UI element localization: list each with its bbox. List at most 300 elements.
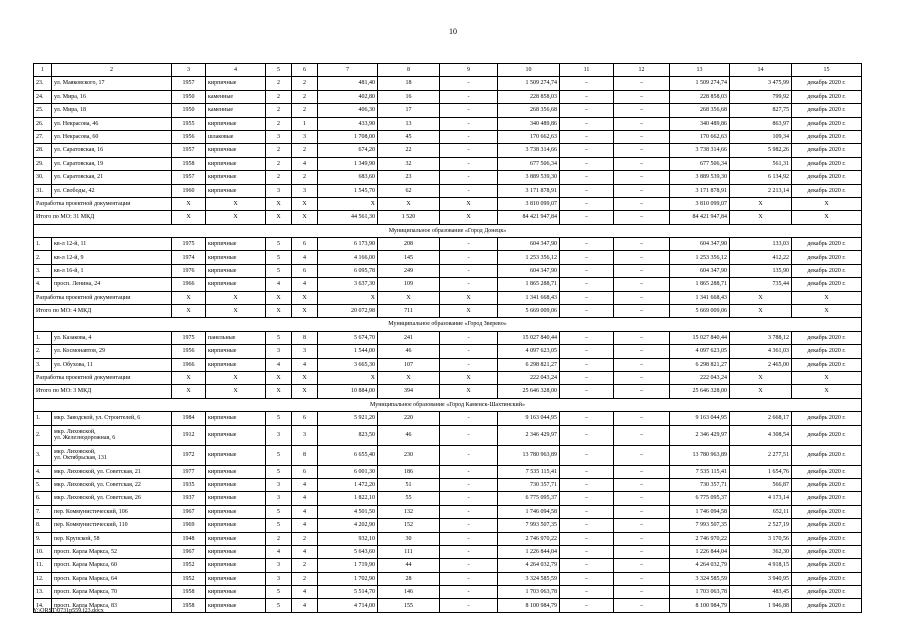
row-number: 3. — [34, 358, 52, 371]
col-13-cost: 7 993 507,35 — [670, 519, 730, 532]
page-number: 10 — [449, 27, 457, 36]
entrances: 6 — [292, 264, 318, 277]
total-cell: 1 520 — [378, 211, 440, 224]
total-cell: X — [378, 197, 440, 210]
total-cost: 4 097 623,05 — [498, 345, 560, 358]
col-11-value: – — [560, 358, 614, 371]
completion-date: декабрь 2020 г. — [792, 104, 862, 117]
table-row — [34, 251, 862, 264]
total-cell: X — [792, 291, 862, 304]
total-area: 823,50 — [318, 425, 378, 445]
residents: 46 — [378, 425, 440, 445]
floors: 5 — [266, 251, 292, 264]
unit-cost: 827,75 — [730, 104, 792, 117]
row-number: 31. — [34, 184, 52, 197]
total-cost: 730 357,71 — [498, 478, 560, 491]
total-cell: – — [560, 371, 614, 384]
row-number: 4. — [34, 278, 52, 291]
col-12-value: – — [614, 599, 670, 612]
entrances: 2 — [292, 144, 318, 157]
col-11-value: – — [560, 157, 614, 170]
residents: 109 — [378, 278, 440, 291]
completion-date: декабрь 2020 г. — [792, 144, 862, 157]
entrances: 4 — [292, 157, 318, 170]
col-13-cost: 1 226 844,04 — [670, 545, 730, 558]
total-cost: 1 226 844,04 — [498, 545, 560, 558]
total-cell: 394 — [378, 385, 440, 398]
floors: 5 — [266, 331, 292, 344]
col-9-value: - — [440, 117, 498, 130]
entrances: 8 — [292, 445, 318, 465]
floors: 5 — [266, 445, 292, 465]
wall-material: кирпичные — [206, 572, 266, 585]
address: ул. Саратовская, 21 — [52, 171, 172, 184]
col-9-value: - — [440, 130, 498, 143]
total-area: 1 708,00 — [318, 130, 378, 143]
unit-cost: 6 134,92 — [730, 171, 792, 184]
total-area: 5 643,60 — [318, 545, 378, 558]
col-11-value: – — [560, 345, 614, 358]
floors: 2 — [266, 104, 292, 117]
col-13-cost: 170 662,63 — [670, 130, 730, 143]
col-9-value: - — [440, 104, 498, 117]
total-cell: X — [206, 371, 266, 384]
housing-repair-table — [33, 63, 862, 613]
col-9-value: - — [440, 278, 498, 291]
year-built: 1952 — [172, 559, 206, 572]
year-built: 1957 — [172, 144, 206, 157]
residents: 13 — [378, 117, 440, 130]
floors: 3 — [266, 425, 292, 445]
floors: 2 — [266, 90, 292, 103]
total-cell: 5 669 009,06 — [670, 305, 730, 318]
total-cost: 7 993 507,35 — [498, 519, 560, 532]
col-13-cost: 677 506,34 — [670, 157, 730, 170]
residents: 23 — [378, 171, 440, 184]
entrances: 6 — [292, 238, 318, 251]
year-built: 1969 — [172, 519, 206, 532]
col-11-value: – — [560, 572, 614, 585]
col-12-value: – — [614, 238, 670, 251]
total-cell: X — [206, 305, 266, 318]
total-cost: 2 346 429,97 — [498, 425, 560, 445]
address: мкр. Лиховской, ул. Советская, 21 — [52, 465, 172, 478]
wall-material: кирпичные — [206, 77, 266, 90]
col-9-value: - — [440, 144, 498, 157]
year-built: 1976 — [172, 264, 206, 277]
column-number: 6 — [292, 64, 318, 77]
table-row — [34, 505, 862, 518]
col-12-value: – — [614, 358, 670, 371]
total-row — [34, 291, 862, 304]
completion-date: декабрь 2020 г. — [792, 331, 862, 344]
year-built: 1966 — [172, 278, 206, 291]
table-row — [34, 184, 862, 197]
completion-date: декабрь 2020 г. — [792, 157, 862, 170]
year-built: 1937 — [172, 492, 206, 505]
wall-material: кирпичные — [206, 532, 266, 545]
row-number: 3. — [34, 445, 52, 465]
col-11-value: – — [560, 519, 614, 532]
unit-cost: 3 475,99 — [730, 77, 792, 90]
col-9-value: - — [440, 345, 498, 358]
col-12-value: – — [614, 77, 670, 90]
column-number-row — [34, 64, 862, 77]
floors: 2 — [266, 532, 292, 545]
residents: 132 — [378, 505, 440, 518]
total-cell: X — [378, 371, 440, 384]
year-built: 1912 — [172, 425, 206, 445]
total-cell: X — [730, 291, 792, 304]
unit-cost: 566,87 — [730, 478, 792, 491]
total-row — [34, 385, 862, 398]
col-9-value: - — [440, 251, 498, 264]
residents: 28 — [378, 572, 440, 585]
total-cell: X — [792, 371, 862, 384]
col-12-value: – — [614, 331, 670, 344]
col-9-value: - — [440, 425, 498, 445]
total-cell: X — [730, 371, 792, 384]
col-11-value: – — [560, 412, 614, 425]
total-cost: 340 489,86 — [498, 117, 560, 130]
year-built: 1960 — [172, 184, 206, 197]
col-11-value: – — [560, 425, 614, 445]
wall-material: кирпичные — [206, 238, 266, 251]
completion-date: декабрь 2020 г. — [792, 251, 862, 264]
total-area: 433,90 — [318, 117, 378, 130]
col-12-value: – — [614, 130, 670, 143]
col-13-cost: 1 253 356,12 — [670, 251, 730, 264]
table-row — [34, 90, 862, 103]
address: просп. Карла Маркса, 60 — [52, 559, 172, 572]
total-cost: 1 746 094,58 — [498, 505, 560, 518]
residents: 55 — [378, 492, 440, 505]
residents: 32 — [378, 157, 440, 170]
row-number: 2. — [34, 345, 52, 358]
year-built: 1975 — [172, 238, 206, 251]
table-row — [34, 445, 862, 465]
total-cell: X — [266, 211, 292, 224]
table-row — [34, 157, 862, 170]
completion-date: декабрь 2020 г. — [792, 492, 862, 505]
entrances: 2 — [292, 77, 318, 90]
residents: 16 — [378, 90, 440, 103]
col-9-value: - — [440, 171, 498, 184]
row-number: 23. — [34, 77, 52, 90]
column-number: 9 — [440, 64, 498, 77]
address: ул. Некрасова, 60 — [52, 130, 172, 143]
address: ул. Саратовская, 16 — [52, 144, 172, 157]
unit-cost: 1 654,76 — [730, 465, 792, 478]
floors: 3 — [266, 492, 292, 505]
residents: 111 — [378, 545, 440, 558]
row-number: 13. — [34, 586, 52, 599]
table-row — [34, 264, 862, 277]
address: пер. Крупской, 58 — [52, 532, 172, 545]
completion-date: декабрь 2020 г. — [792, 77, 862, 90]
table-row — [34, 572, 862, 585]
unit-cost: 3 940,95 — [730, 572, 792, 585]
row-number: 29. — [34, 157, 52, 170]
table-row — [34, 465, 862, 478]
total-cell: – — [560, 385, 614, 398]
total-cell: X — [440, 197, 498, 210]
table-row — [34, 599, 862, 612]
total-cell: X — [172, 371, 206, 384]
year-built: 1967 — [172, 545, 206, 558]
col-12-value: – — [614, 465, 670, 478]
col-9-value: - — [440, 586, 498, 599]
col-12-value: – — [614, 157, 670, 170]
table-row — [34, 144, 862, 157]
row-number: 3. — [34, 264, 52, 277]
wall-material: кирпичные — [206, 545, 266, 558]
wall-material: кирпичные — [206, 599, 266, 612]
unit-cost: 863,97 — [730, 117, 792, 130]
wall-material: кирпичные — [206, 171, 266, 184]
unit-cost: 2 465,00 — [730, 358, 792, 371]
residents: 22 — [378, 144, 440, 157]
col-13-cost: 228 858,03 — [670, 90, 730, 103]
total-cost: 1 253 356,12 — [498, 251, 560, 264]
total-cost: 2 746 970,22 — [498, 532, 560, 545]
row-number: 10. — [34, 545, 52, 558]
total-label: Итого по МО: 3 МКД — [34, 385, 172, 398]
total-area: 4 714,00 — [318, 599, 378, 612]
completion-date: декабрь 2020 г. — [792, 478, 862, 491]
total-cell: X — [266, 385, 292, 398]
col-9-value: - — [440, 465, 498, 478]
col-9-value: - — [440, 545, 498, 558]
total-area: 1 702,90 — [318, 572, 378, 585]
total-cell: – — [560, 197, 614, 210]
total-cost: 3 324 585,59 — [498, 572, 560, 585]
table-row — [34, 278, 862, 291]
total-cell: X — [292, 371, 318, 384]
col-12-value: – — [614, 90, 670, 103]
total-area: 481,40 — [318, 77, 378, 90]
col-11-value: – — [560, 104, 614, 117]
address: ул. Саратовская, 19 — [52, 157, 172, 170]
column-number: 7 — [318, 64, 378, 77]
col-13-cost: 340 489,86 — [670, 117, 730, 130]
year-built: 1956 — [172, 130, 206, 143]
col-13-cost: 2 346 429,97 — [670, 425, 730, 445]
total-area: 402,80 — [318, 90, 378, 103]
col-11-value: – — [560, 465, 614, 478]
entrances: 2 — [292, 171, 318, 184]
total-area: 683,60 — [318, 171, 378, 184]
col-12-value: – — [614, 251, 670, 264]
total-cell: 25 646 328,00 — [498, 385, 560, 398]
total-cell: X — [792, 197, 862, 210]
table-row — [34, 559, 862, 572]
col-9-value: - — [440, 264, 498, 277]
total-cell: X — [378, 291, 440, 304]
unit-cost: 2 668,17 — [730, 412, 792, 425]
total-area: 5 514,70 — [318, 586, 378, 599]
residents: 107 — [378, 358, 440, 371]
address: ул. Мира, 16 — [52, 90, 172, 103]
total-cell: X — [266, 291, 292, 304]
total-cell: X — [266, 197, 292, 210]
row-number: 2. — [34, 425, 52, 445]
col-11-value: – — [560, 331, 614, 344]
table-row — [34, 104, 862, 117]
col-13-cost: 8 100 984,79 — [670, 599, 730, 612]
total-cell: X — [318, 291, 378, 304]
total-cost: 3 738 314,66 — [498, 144, 560, 157]
address: просп. Карла Маркса, 64 — [52, 572, 172, 585]
address: просп. Ленина, 24 — [52, 278, 172, 291]
total-cell: X — [206, 211, 266, 224]
row-number: 27. — [34, 130, 52, 143]
total-cell: 5 669 009,06 — [498, 305, 560, 318]
total-cell: 1 341 668,43 — [670, 291, 730, 304]
address: ул. Свободы, 42 — [52, 184, 172, 197]
col-13-cost: 4 264 032,79 — [670, 559, 730, 572]
column-number: 2 — [52, 64, 172, 77]
year-built: 1958 — [172, 586, 206, 599]
row-number: 1. — [34, 238, 52, 251]
total-cost: 604 347,90 — [498, 264, 560, 277]
year-built: 1950 — [172, 90, 206, 103]
unit-cost: 2 277,51 — [730, 445, 792, 465]
wall-material: кирпичные — [206, 157, 266, 170]
total-cost: 15 027 840,44 — [498, 331, 560, 344]
col-13-cost: 1 509 274,74 — [670, 77, 730, 90]
unit-cost: 561,31 — [730, 157, 792, 170]
entrances: 3 — [292, 130, 318, 143]
total-cell: X — [730, 305, 792, 318]
wall-material: кирпичные — [206, 184, 266, 197]
wall-material: кирпичные — [206, 478, 266, 491]
col-9-value: - — [440, 90, 498, 103]
total-cell: X — [292, 211, 318, 224]
total-cell: X — [792, 211, 862, 224]
completion-date: декабрь 2020 г. — [792, 264, 862, 277]
total-area: 406,30 — [318, 104, 378, 117]
total-area: 674,20 — [318, 144, 378, 157]
total-cell: X — [440, 291, 498, 304]
residents: 146 — [378, 586, 440, 599]
floors: 5 — [266, 505, 292, 518]
address: ул. Мира, 18 — [52, 104, 172, 117]
total-cell: X — [172, 291, 206, 304]
row-number: 14. — [34, 599, 52, 612]
floors: 5 — [266, 519, 292, 532]
floors: 3 — [266, 345, 292, 358]
completion-date: декабрь 2020 г. — [792, 519, 862, 532]
wall-material: панельные — [206, 331, 266, 344]
entrances: 2 — [292, 532, 318, 545]
unit-cost: 362,30 — [730, 545, 792, 558]
total-cell: X — [318, 371, 378, 384]
total-area: 3 637,30 — [318, 278, 378, 291]
wall-material: каменные — [206, 90, 266, 103]
completion-date: декабрь 2020 г. — [792, 345, 862, 358]
table-row — [34, 345, 862, 358]
col-11-value: – — [560, 144, 614, 157]
row-number: 7. — [34, 505, 52, 518]
col-12-value: – — [614, 117, 670, 130]
total-area: 1 472,20 — [318, 478, 378, 491]
completion-date: декабрь 2020 г. — [792, 586, 862, 599]
column-number: 4 — [206, 64, 266, 77]
total-area: 932,10 — [318, 532, 378, 545]
entrances: 4 — [292, 251, 318, 264]
total-cell: X — [440, 305, 498, 318]
total-cost: 8 100 984,79 — [498, 599, 560, 612]
entrances: 3 — [292, 345, 318, 358]
address: кв-л 16-й, 1 — [52, 264, 172, 277]
floors: 3 — [266, 559, 292, 572]
total-cell: X — [440, 385, 498, 398]
total-cost: 1 865 288,71 — [498, 278, 560, 291]
unit-cost: 483,45 — [730, 586, 792, 599]
total-cell: X — [206, 385, 266, 398]
completion-date: декабрь 2020 г. — [792, 425, 862, 445]
completion-date: декабрь 2020 г. — [792, 412, 862, 425]
unit-cost: 1 946,88 — [730, 599, 792, 612]
entrances: 6 — [292, 465, 318, 478]
total-cell: – — [614, 197, 670, 210]
total-cell: 1 341 668,43 — [498, 291, 560, 304]
total-cell: X — [172, 197, 206, 210]
column-number: 13 — [670, 64, 730, 77]
residents: 62 — [378, 184, 440, 197]
row-number: 11. — [34, 559, 52, 572]
entrances: 4 — [292, 278, 318, 291]
total-area: 5 674,70 — [318, 331, 378, 344]
col-13-cost: 9 163 044,95 — [670, 412, 730, 425]
col-12-value: – — [614, 505, 670, 518]
col-11-value: – — [560, 559, 614, 572]
total-cell: 84 421 947,84 — [670, 211, 730, 224]
total-cell: 20 072,98 — [318, 305, 378, 318]
floors: 5 — [266, 264, 292, 277]
total-cost: 3 889 539,30 — [498, 171, 560, 184]
year-built: 1948 — [172, 532, 206, 545]
total-cell: X — [792, 385, 862, 398]
col-11-value: – — [560, 264, 614, 277]
row-number: 2. — [34, 251, 52, 264]
col-13-cost: 6 775 095,37 — [670, 492, 730, 505]
completion-date: декабрь 2020 г. — [792, 358, 862, 371]
col-11-value: – — [560, 278, 614, 291]
floors: 5 — [266, 238, 292, 251]
year-built: 1972 — [172, 445, 206, 465]
col-13-cost: 1 746 094,58 — [670, 505, 730, 518]
floors: 3 — [266, 130, 292, 143]
column-number: 14 — [730, 64, 792, 77]
wall-material: кирпичные — [206, 117, 266, 130]
floors: 4 — [266, 545, 292, 558]
column-number: 11 — [560, 64, 614, 77]
wall-material: кирпичные — [206, 465, 266, 478]
total-cell: 25 646 328,00 — [670, 385, 730, 398]
col-11-value: – — [560, 545, 614, 558]
row-number: 9. — [34, 532, 52, 545]
residents: 45 — [378, 130, 440, 143]
wall-material: кирпичные — [206, 412, 266, 425]
residents: 155 — [378, 599, 440, 612]
wall-material: кирпичные — [206, 264, 266, 277]
total-area: 6 655,40 — [318, 445, 378, 465]
wall-material: шлаковые — [206, 130, 266, 143]
unit-cost: 799,92 — [730, 90, 792, 103]
table-row — [34, 358, 862, 371]
